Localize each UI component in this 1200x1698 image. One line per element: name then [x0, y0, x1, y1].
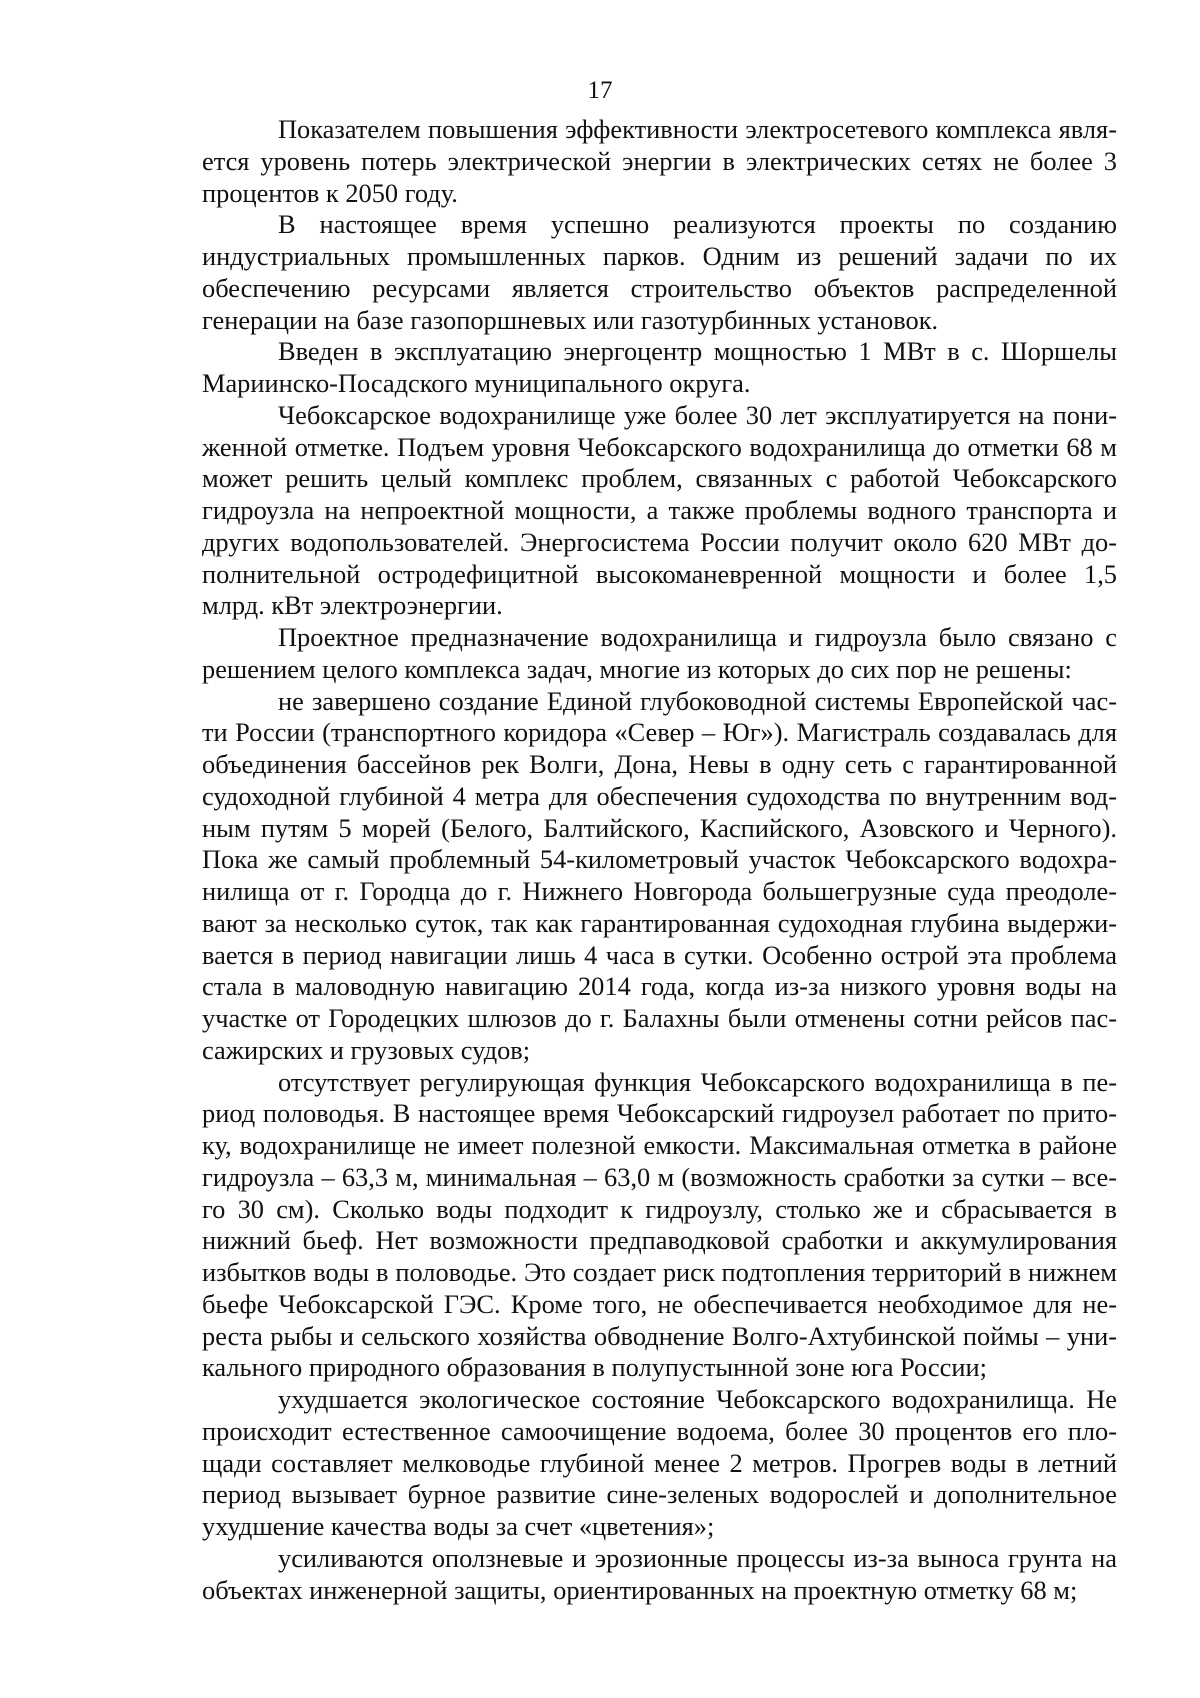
paragraph-grid-losses: Показателем повышения эффективности электросетевого комплекса является уровень потерь электрической энергии в электрических сетях не более 3 процентов к 2050 году.	[202, 114, 1117, 208]
paragraph-energy-center: Введен в эксплуатацию энергоцентр мощностью 1 МВт в с. Шоршелы Мариинско-Посадского муниципального округа.	[202, 336, 1117, 398]
paragraph-industrial-parks: В настоящее время успешно реализуются проекты по созданию индустриальных промышленных парков. Одним из решений задачи по их обеспечению ресурсами является строительство объектов распределенной генерации на базе газопоршневых или газотурбинных установок.	[202, 209, 1117, 335]
document-body	[202, 114, 1117, 1606]
paragraph-flood-regulation: отсутствует регулирующая функция Чебоксарского водохранилища в период половодья. В настоящее время Чебоксарский гидроузел работает по притоку, водохранилище не имеет полезной емкости. Максимальная отметка в районе гидроузла – 63,3 м, минимальная – 63,0 м (возможность сработки за сутки – всего 30 см). Сколько воды подходит к гидроузлу, столько же и сбрасывается в нижний бьеф. Нет возможности предпаводковой сработки и аккумулирования избытков воды в половодье. Это создает риск подтопления территорий в нижнем бьефе Чебоксарской ГЭС. Кроме того, не обеспечивается необходимое для нереста рыбы и сельского хозяйства обводнение Волго-Ахтубинской поймы – уникального природного образования в полупустынной зоне юга России;	[202, 1066, 1117, 1383]
paragraph-erosion: усиливаются оползневые и эрозионные процессы из-за выноса грунта на объектах инженерной защиты, ориентированных на проектную отметку 68 м;	[202, 1542, 1117, 1605]
paragraph-ecology: ухудшается экологическое состояние Чебоксарского водохранилища. Не происходит естественное самоочищение водоема, более 30 процентов его площади составляет мелководье глубиной менее 2 метров. Прогрев воды в летний период вызывает бурное развитие сине-зеленых водорослей и дополнительное ухудшение качества воды за счет «цветения»;	[202, 1384, 1117, 1541]
paragraph-reservoir-level: Чебоксарское водохранилище уже более 30 лет эксплуатируется на пониженной отметке. Подъем уровня Чебоксарского водохранилища до отметки 68 м может решить целый комплекс проблем, связанных с работой Чебоксарского гидроузла на непроектной мощности, а также проблемы водного транспорта и других водопользователей. Энергосистема России получит около 620 МВт дополнительной остродефицитной высокоманевренной мощности и более 1,5 млрд. кВт электроэнергии.	[202, 399, 1117, 621]
paragraph-waterway-system: не завершено создание Единой глубоководной системы Европейской части России (транспортного коридора «Север – Юг»). Магистраль создавалась для объединения бассейнов рек Волги, Дона, Невы в одну сеть с гарантированной судоходной глубиной 4 метра для обеспечения судоходства по внутренним водным путям 5 морей (Белого, Балтийского, Каспийского, Азовского и Черного). Пока же самый проблемный 54-километровый участок Чебоксарского водохранилища от г. Городца до г. Нижнего Новгорода большегрузные суда преодолевают за несколько суток, так как гарантированная судоходная глубина выдерживается в период навигации лишь 4 часа в сутки. Особенно острой эта проблема стала в маловодную навигацию 2014 года, когда из-за низкого уровня воды на участке от Городецких шлюзов до г. Балахны были отменены сотни рейсов пассажирских и грузовых судов;	[202, 685, 1117, 1065]
paragraph-reservoir-purpose: Проектное предназначение водохранилища и гидроузла было связано с решением целого комплекса задач, многие из которых до сих пор не решены:	[202, 622, 1117, 684]
page-number: 17	[587, 77, 613, 104]
